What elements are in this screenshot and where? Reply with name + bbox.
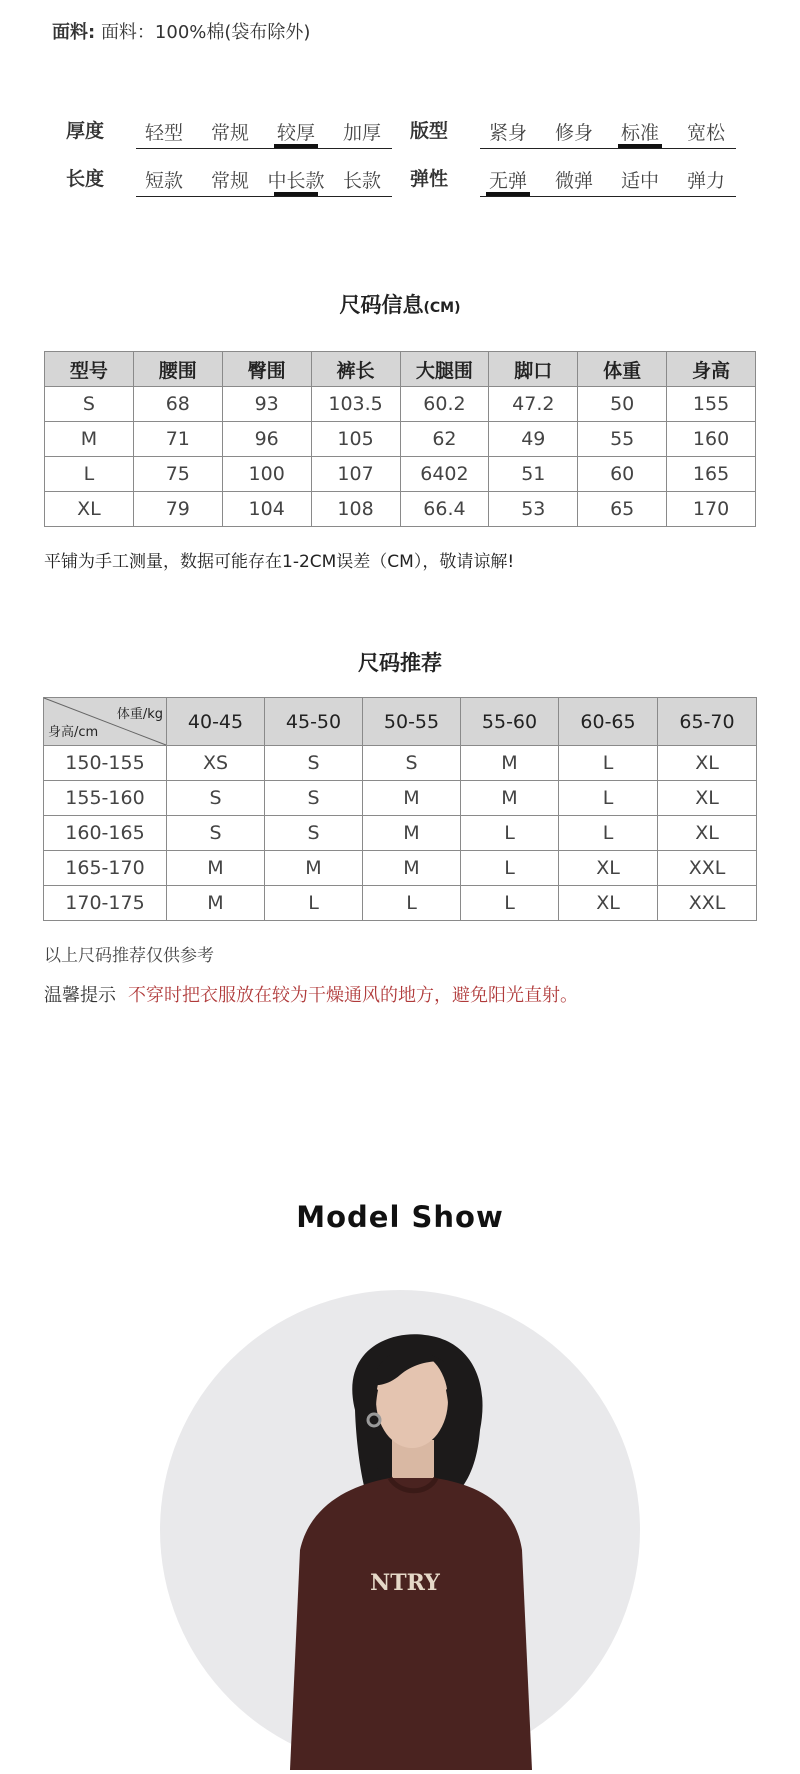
weight-header-cell: 45-50 [265, 698, 363, 746]
recommended-size-cell: S [167, 781, 265, 816]
table-row [44, 816, 757, 851]
size-cell: 96 [222, 422, 311, 457]
size-cell: XL [45, 492, 134, 527]
care-tip-label: 温馨提示 [44, 985, 116, 1006]
weight-header-cell: 40-45 [167, 698, 265, 746]
attr-title-elasticity: 弹性 [410, 168, 449, 190]
size-cell: M [45, 422, 134, 457]
size-cell: 160 [667, 422, 756, 457]
recommended-size-cell: XL [658, 781, 757, 816]
recommended-size-cell: XL [658, 746, 757, 781]
table-row [44, 886, 757, 921]
size-cell: 53 [489, 492, 578, 527]
care-tip-text: 不穿时把衣服放在较为干燥通风的地方，避免阳光直射。 [128, 985, 578, 1006]
recommended-size-cell: M [265, 851, 363, 886]
recommended-size-cell: M [167, 886, 265, 921]
recommended-size-cell: M [167, 851, 265, 886]
size-recommend-title: 尺码推荐 [358, 651, 442, 675]
attr-option-thickness-2[interactable]: 较厚 [276, 122, 315, 144]
attr-option-length-1[interactable]: 常规 [210, 170, 249, 192]
recommended-size-cell: S [265, 781, 363, 816]
attr-underline-fit [480, 148, 736, 149]
attr-option-length-0[interactable]: 短款 [144, 170, 183, 192]
size-recommend-table [43, 697, 757, 921]
size-info-title [0, 289, 800, 319]
model-photo[interactable] [160, 1290, 640, 1770]
size-header-cell: 身高 [667, 352, 756, 387]
attr-option-fit-2[interactable]: 标准 [620, 122, 659, 144]
material-label: 面料: [52, 22, 96, 43]
size-cell: 108 [311, 492, 400, 527]
size-cell: 155 [667, 387, 756, 422]
attr-option-length-2[interactable]: 中长款 [267, 170, 325, 192]
attr-option-thickness-0[interactable]: 轻型 [144, 122, 183, 144]
size-cell: 105 [311, 422, 400, 457]
attr-title-thickness: 厚度 [66, 120, 105, 142]
recommended-size-cell: L [265, 886, 363, 921]
size-cell: 60 [578, 457, 667, 492]
table-row [45, 387, 756, 422]
corner-weight-label: 体重/kg [116, 707, 163, 722]
recommended-size-cell: L [461, 886, 559, 921]
recommended-size-cell: M [461, 781, 559, 816]
recommended-size-cell: XL [658, 816, 757, 851]
weight-header-cell: 65-70 [658, 698, 757, 746]
size-cell: 75 [133, 457, 222, 492]
attr-option-elasticity-3[interactable]: 弹力 [686, 170, 725, 192]
attr-option-fit-0[interactable]: 紧身 [488, 122, 527, 144]
recommended-size-cell: L [363, 886, 461, 921]
attr-title-length: 长度 [66, 168, 105, 190]
size-info-note: 平铺为手工测量，数据可能存在1-2CM误差（CM），敬请谅解! [44, 552, 515, 572]
material-value: 面料：100%棉(袋布除外) [100, 22, 311, 43]
size-cell: 103.5 [311, 387, 400, 422]
recommended-size-cell: XXL [658, 851, 757, 886]
table-row [44, 781, 757, 816]
attr-option-elasticity-2[interactable]: 适中 [620, 170, 659, 192]
recommended-size-cell: S [265, 746, 363, 781]
size-cell: 68 [133, 387, 222, 422]
size-cell: 6402 [400, 457, 489, 492]
attr-option-fit-1[interactable]: 修身 [554, 122, 593, 144]
attr-underline-elasticity [480, 196, 736, 197]
size-header-cell: 脚口 [489, 352, 578, 387]
recommended-size-cell: XS [167, 746, 265, 781]
care-tip [44, 981, 578, 1007]
size-cell: 65 [578, 492, 667, 527]
recommended-size-cell: XL [559, 886, 658, 921]
recommended-size-cell: L [559, 816, 658, 851]
recommended-size-cell: M [363, 851, 461, 886]
table-row [44, 746, 757, 781]
size-header-cell: 臀围 [222, 352, 311, 387]
model-show-title: Model Show [296, 1200, 504, 1234]
material-line [52, 18, 310, 44]
size-cell: 50 [578, 387, 667, 422]
size-header-cell: 体重 [578, 352, 667, 387]
recommended-size-cell: L [559, 746, 658, 781]
size-cell: 60.2 [400, 387, 489, 422]
table-row [45, 422, 756, 457]
size-cell: 100 [222, 457, 311, 492]
recommended-size-cell: S [363, 746, 461, 781]
size-cell: S [45, 387, 134, 422]
size-cell: L [45, 457, 134, 492]
weight-header-cell: 60-65 [559, 698, 658, 746]
size-info-unit: (CM) [423, 300, 461, 316]
size-cell: 165 [667, 457, 756, 492]
svg-text:NTRY: NTRY [370, 1570, 440, 1596]
size-cell: 107 [311, 457, 400, 492]
attr-option-thickness-1[interactable]: 常规 [210, 122, 249, 144]
attr-option-elasticity-1[interactable]: 微弹 [554, 170, 593, 192]
attr-option-length-3[interactable]: 长款 [342, 170, 381, 192]
recommended-size-cell: S [167, 816, 265, 851]
recommended-size-cell: L [461, 816, 559, 851]
attr-option-fit-3[interactable]: 宽松 [686, 122, 725, 144]
table-row [44, 851, 757, 886]
weight-header-cell: 50-55 [363, 698, 461, 746]
size-cell: 170 [667, 492, 756, 527]
height-range-cell: 165-170 [44, 851, 167, 886]
attr-underline-thickness [136, 148, 392, 149]
size-header-cell: 型号 [45, 352, 134, 387]
diagonal-header-cell [44, 698, 167, 746]
size-header-cell: 大腿围 [400, 352, 489, 387]
size-cell: 51 [489, 457, 578, 492]
height-range-cell: 170-175 [44, 886, 167, 921]
table-row [45, 457, 756, 492]
recommended-size-cell: L [559, 781, 658, 816]
recommended-size-cell: M [363, 781, 461, 816]
size-header-cell: 裤长 [311, 352, 400, 387]
attr-underline-length [136, 196, 392, 197]
height-range-cell: 155-160 [44, 781, 167, 816]
size-cell: 55 [578, 422, 667, 457]
height-range-cell: 160-165 [44, 816, 167, 851]
size-cell: 104 [222, 492, 311, 527]
size-cell: 79 [133, 492, 222, 527]
size-header-cell: 腰围 [133, 352, 222, 387]
size-info-table [44, 351, 756, 527]
attr-option-elasticity-0[interactable]: 无弹 [488, 170, 527, 192]
attr-option-thickness-3[interactable]: 加厚 [342, 122, 381, 144]
recommended-size-cell: XL [559, 851, 658, 886]
size-cell: 66.4 [400, 492, 489, 527]
recommended-size-cell: L [461, 851, 559, 886]
size-cell: 49 [489, 422, 578, 457]
recommended-size-cell: S [265, 816, 363, 851]
size-cell: 47.2 [489, 387, 578, 422]
corner-height-label: 身高/cm [48, 725, 99, 740]
size-info-title-text: 尺码信息 [339, 293, 424, 317]
model-illustration [160, 1290, 640, 1770]
attr-title-fit: 版型 [410, 120, 449, 142]
size-recommend-note: 以上尺码推荐仅供参考 [44, 946, 214, 966]
size-cell: 71 [133, 422, 222, 457]
table-row [45, 492, 756, 527]
weight-header-cell: 55-60 [461, 698, 559, 746]
size-cell: 62 [400, 422, 489, 457]
size-cell: 93 [222, 387, 311, 422]
height-range-cell: 150-155 [44, 746, 167, 781]
recommended-size-cell: M [363, 816, 461, 851]
recommended-size-cell: M [461, 746, 559, 781]
recommended-size-cell: XXL [658, 886, 757, 921]
